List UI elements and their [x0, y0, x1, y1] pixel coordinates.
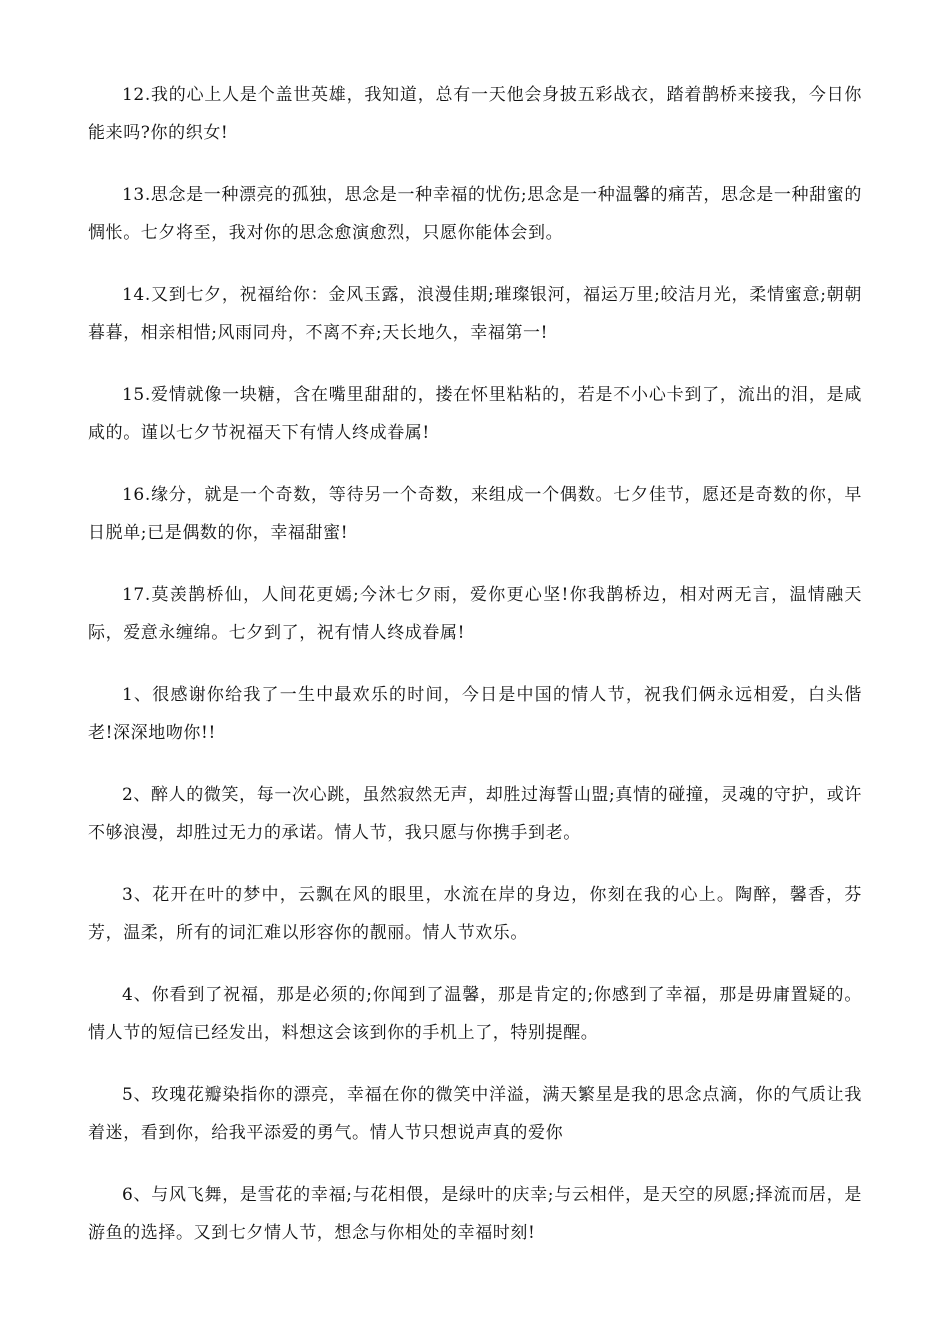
paragraph-16: 16.缘分，就是一个奇数，等待另一个奇数，来组成一个偶数。七夕佳节，愿还是奇数的你，早日脱单;已是偶数的你，幸福甜蜜!: [88, 485, 862, 543]
paragraph-13: 13.思念是一种漂亮的孤独，思念是一种幸福的忧伤;思念是一种温馨的痛苦，思念是一种甜蜜的惆怅。七夕将至，我对你的思念愈演愈烈，只愿你能体会到。: [88, 185, 862, 243]
paragraph-17: 17.莫羡鹊桥仙，人间花更嫣;今沐七夕雨，爱你更心坚!你我鹊桥边，相对两无言，温情融天际，爱意永缠绵。七夕到了，祝有情人终成眷属!: [88, 585, 862, 643]
paragraph-15: 15.爱情就像一块糖，含在嘴里甜甜的，搂在怀里粘粘的，若是不小心卡到了，流出的泪，是咸咸的。谨以七夕节祝福天下有情人终成眷属!: [88, 385, 862, 443]
paragraph-14: 14.又到七夕，祝福给你：金风玉露，浪漫佳期;璀璨银河，福运万里;皎洁月光，柔情蜜意;朝朝暮暮，相亲相惜;风雨同舟，不离不弃;天长地久，幸福第一!: [88, 285, 862, 343]
paragraph-1: 1、很感谢你给我了一生中最欢乐的时间，今日是中国的情人节，祝我们俩永远相爱，白头偕老!深深地吻你!!: [88, 685, 862, 743]
paragraph-12: 12.我的心上人是个盖世英雄，我知道，总有一天他会身披五彩战衣，踏着鹊桥来接我，今日你能来吗?你的织女!: [88, 85, 862, 143]
paragraph-2: 2、醉人的微笑，每一次心跳，虽然寂然无声，却胜过海誓山盟;真情的碰撞，灵魂的守护，或许不够浪漫，却胜过无力的承诺。情人节，我只愿与你携手到老。: [88, 785, 862, 843]
paragraph-5: 5、玫瑰花瓣染指你的漂亮，幸福在你的微笑中洋溢，满天繁星是我的思念点滴，你的气质让我着迷，看到你，给我平添爱的勇气。情人节只想说声真的爱你: [88, 1085, 862, 1143]
paragraph-3: 3、花开在叶的梦中，云飘在风的眼里，水流在岸的身边，你刻在我的心上。陶醉，馨香，芬芳，温柔，所有的词汇难以形容你的靓丽。情人节欢乐。: [88, 885, 862, 943]
paragraph-4: 4、你看到了祝福，那是必须的;你闻到了温馨，那是肯定的;你感到了幸福，那是毋庸置疑的。情人节的短信已经发出，料想这会该到你的手机上了，特别提醒。: [88, 985, 862, 1043]
paragraph-6: 6、与风飞舞，是雪花的幸福;与花相偎，是绿叶的庆幸;与云相伴，是天空的夙愿;择流而居，是游鱼的选择。又到七夕情人节，想念与你相处的幸福时刻!: [88, 1185, 862, 1243]
